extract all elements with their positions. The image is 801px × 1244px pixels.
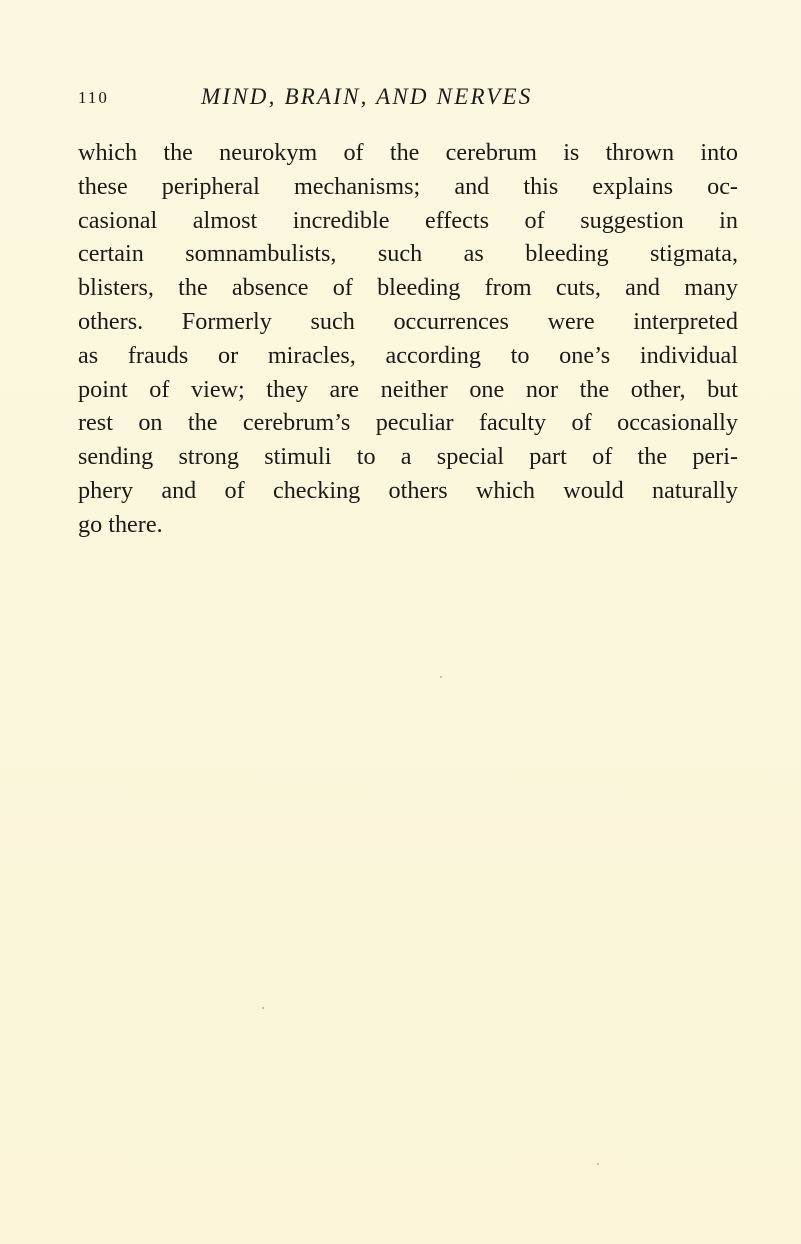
text-line: point of view; they are neither one nor the other, but (78, 375, 738, 403)
running-title: MIND, BRAIN, AND NERVES (201, 84, 533, 109)
paper-speck (262, 1007, 264, 1009)
text-line: these peripheral mechanisms; and this explains oc- (78, 172, 738, 200)
text-line: go there. (78, 510, 163, 538)
paper-speck (597, 1163, 599, 1165)
text-line: blisters, the absence of bleeding from cuts, and many (78, 274, 738, 302)
text-line: sending strong stimuli to a special part of the peri- (78, 443, 738, 471)
text-line: certain somnambulists, such as bleeding stigmata, (78, 240, 738, 268)
paper-speck (440, 676, 442, 678)
page-number: 110 (78, 88, 109, 107)
text-line: others. Formerly such occurrences were interpreted (78, 307, 738, 335)
body-paragraph (78, 136, 738, 542)
text-line: which the neurokym of the cerebrum is thrown into (78, 139, 738, 166)
text-line: rest on the cerebrum’s peculiar faculty of occasionally (78, 409, 738, 437)
text-line: casional almost incredible effects of suggestion in (78, 206, 738, 234)
text-line: as frauds or miracles, according to one’s individual (78, 341, 738, 369)
text-line: phery and of checking others which would naturally (78, 476, 738, 504)
page-header (78, 84, 738, 120)
